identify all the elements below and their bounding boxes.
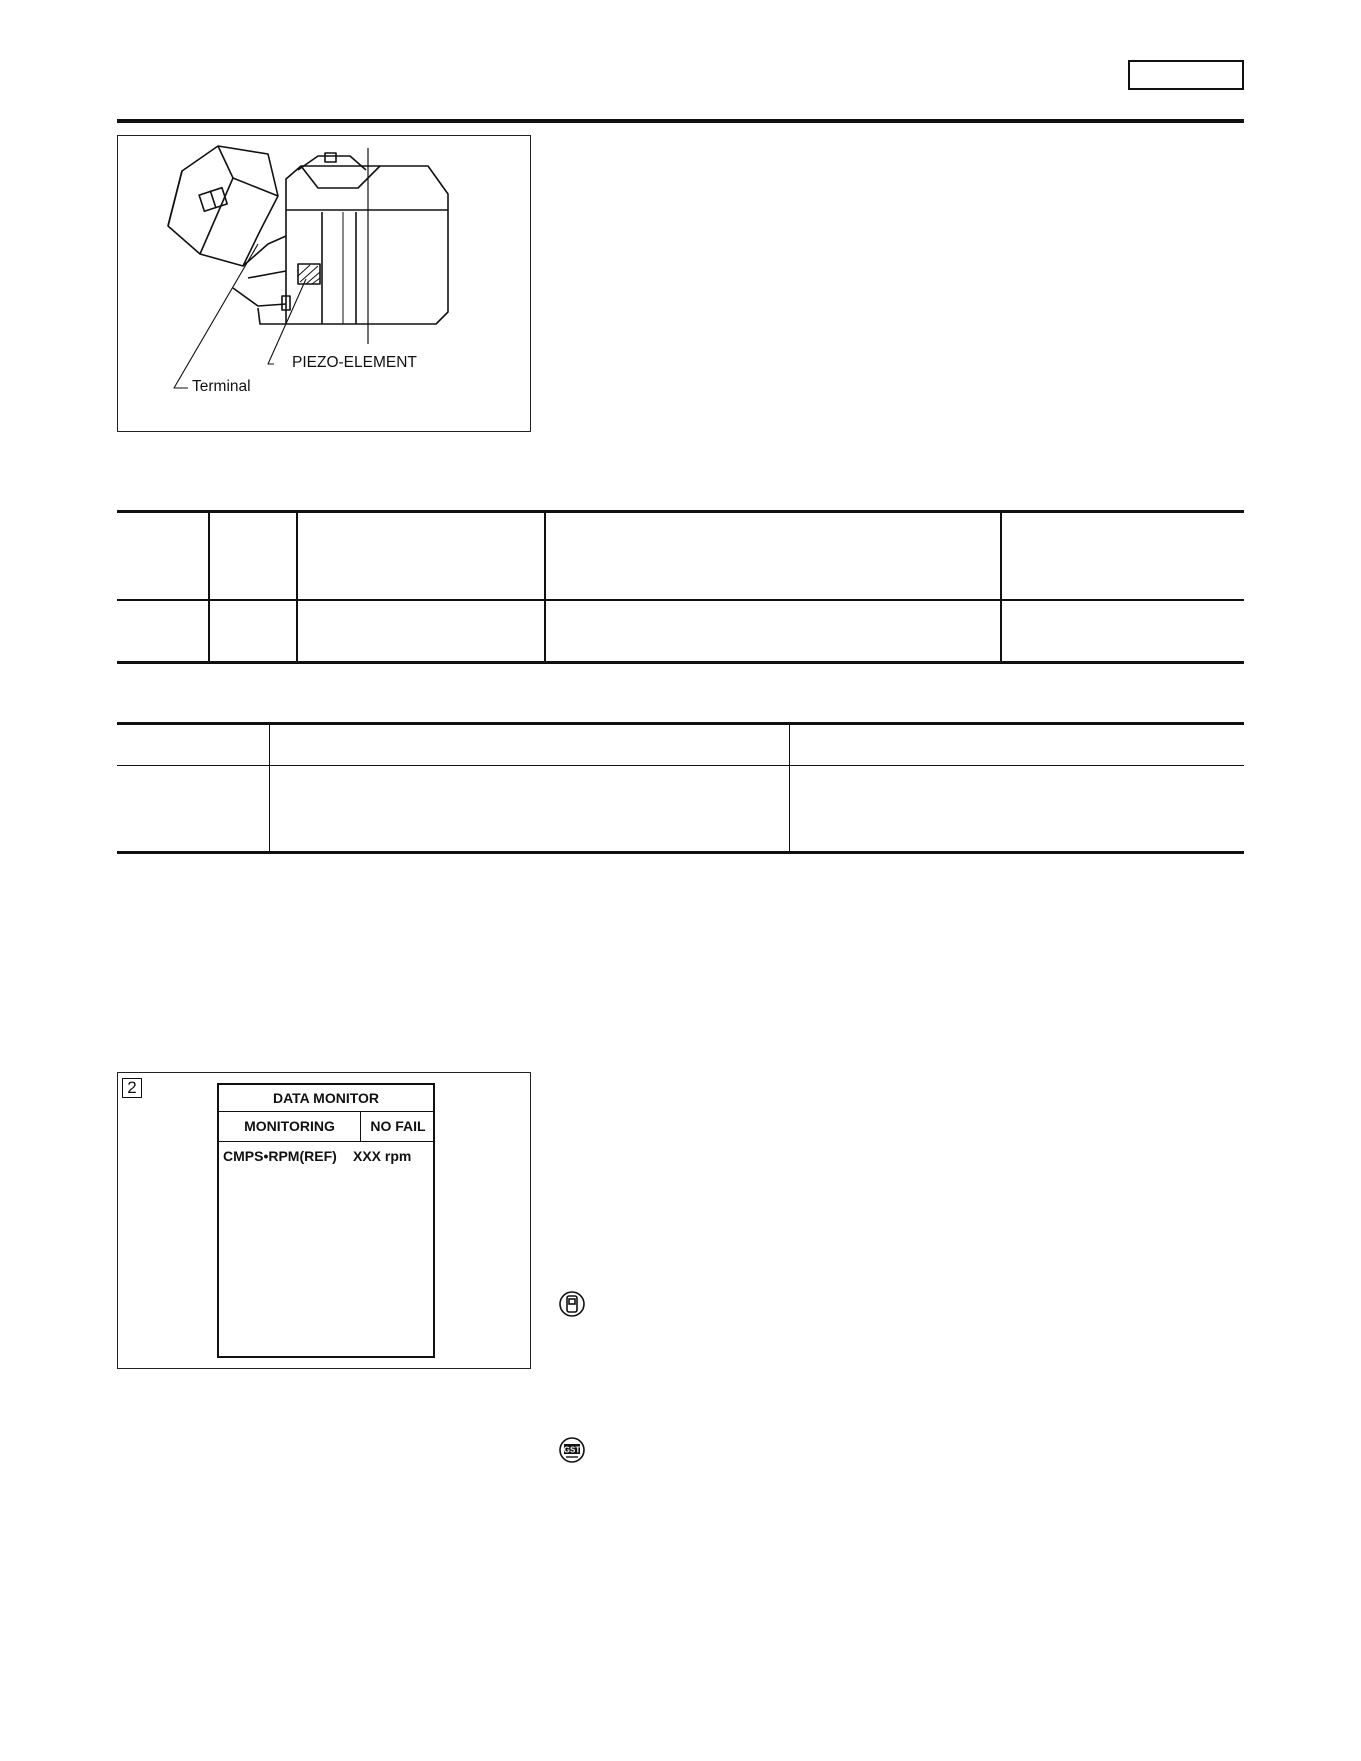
gst-icon-text: GST xyxy=(563,1445,581,1455)
table-cell xyxy=(117,724,269,766)
gst-icon xyxy=(558,1436,586,1469)
monitoring-status: MONITORING xyxy=(219,1112,361,1142)
table-row xyxy=(117,724,1244,766)
terminal-label: Terminal xyxy=(192,378,251,395)
terminal-table xyxy=(117,510,1244,664)
knock-sensor-illustration xyxy=(118,136,529,430)
table-cell xyxy=(297,600,545,663)
table-cell xyxy=(117,766,269,853)
header-rule xyxy=(117,119,1244,123)
table-cell xyxy=(1001,600,1244,663)
table-cell xyxy=(545,512,1001,600)
figure-number: 2 xyxy=(122,1078,142,1098)
data-monitor-screen xyxy=(217,1083,435,1358)
table-row xyxy=(117,600,1244,663)
dtc-table xyxy=(117,722,1244,854)
table-cell xyxy=(1001,512,1244,600)
table-cell xyxy=(209,600,297,663)
monitor-item-name: CMPS•RPM(REF) xyxy=(223,1148,337,1164)
monitor-item-value: XXX rpm xyxy=(353,1148,412,1164)
table-cell xyxy=(117,512,209,600)
table-cell xyxy=(269,766,789,853)
section-code-box xyxy=(1128,60,1244,90)
table-cell xyxy=(789,766,1244,853)
table-cell xyxy=(117,600,209,663)
table-cell xyxy=(297,512,545,600)
data-monitor-figure xyxy=(117,1072,531,1369)
fail-status: NO FAIL xyxy=(361,1112,435,1142)
piezo-element-label: PIEZO-ELEMENT xyxy=(292,354,417,371)
table-cell xyxy=(789,724,1244,766)
table-cell xyxy=(545,600,1001,663)
screen-title: DATA MONITOR xyxy=(219,1085,433,1112)
table-row xyxy=(117,766,1244,853)
table-row xyxy=(117,512,1244,600)
table-cell xyxy=(209,512,297,600)
knock-sensor-figure xyxy=(117,135,531,432)
consult-tester-icon xyxy=(558,1290,586,1323)
table-cell xyxy=(269,724,789,766)
